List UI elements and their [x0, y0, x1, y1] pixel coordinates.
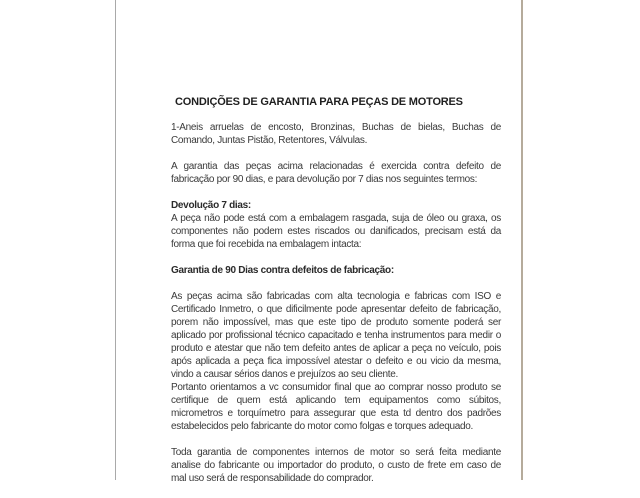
warranty-summary-paragraph: A garantia das peças acima relacionadas é exercida contra defeito de fabricação por 90 dias, e para devolução por 7 dias nos seguintes termos: [171, 161, 501, 185]
document-title: CONDIÇÕES DE GARANTIA PARA PEÇAS DE MOTORES [175, 96, 463, 108]
document-content [171, 95, 501, 498]
warranty-90-days-heading: Garantia de 90 Dias contra defeitos de fabricação: [171, 265, 394, 276]
return-policy-heading: Devolução 7 dias: [171, 200, 251, 211]
warranty-90-days-paragraph-2: Portanto orientamos a vc consumidor final que ao comprar nosso produto se certifique de quem está aplicando tem equipamentos como súbitos, micrometros e torquímetro para assegurar que esta td dentro dos padrões estabelecidos pelo fabricante do motor como folgas e torques adequado. [171, 382, 501, 432]
return-policy-paragraph: A peça não pode está com a embalagem rasgada, suja de óleo ou graxa, os componentes não podem estes riscados ou danificados, precisam está da forma que foi recebida na embalagem intacta: [171, 213, 501, 250]
parts-list-paragraph: 1-Aneis arruelas de encosto, Bronzinas, Buchas de bielas, Buchas de Comando, Juntas Pistão, Retentores, Válvulas. [171, 122, 501, 146]
closing-note-paragraph: Toda garantia de componentes internos de motor so será feita mediante analise do fabricante ou importador do produto, o custo de frete em caso de mal uso será de responsabilidade do comprador. [171, 447, 501, 484]
page-right-border [521, 0, 523, 480]
warranty-90-days-paragraph-1: As peças acima são fabricadas com alta tecnologia e fabricas com ISO e Certificado Inmetro, o que dificilmente pode apresentar defeito de fabricação, porem não impossível, mas que este tipo de produto somente poderá ser aplicado por profissional técnico capacitado e tenha instrumentos para medir o produto e atestar que não tem defeito antes de aplicar a peça no veículo, pois após aplicada a peça fica impossível atestar o defeito e ou vicio da mesma, vindo a causar sérios danos e prejuízos ao seu cliente. [171, 291, 501, 380]
page-left-border [115, 0, 116, 480]
